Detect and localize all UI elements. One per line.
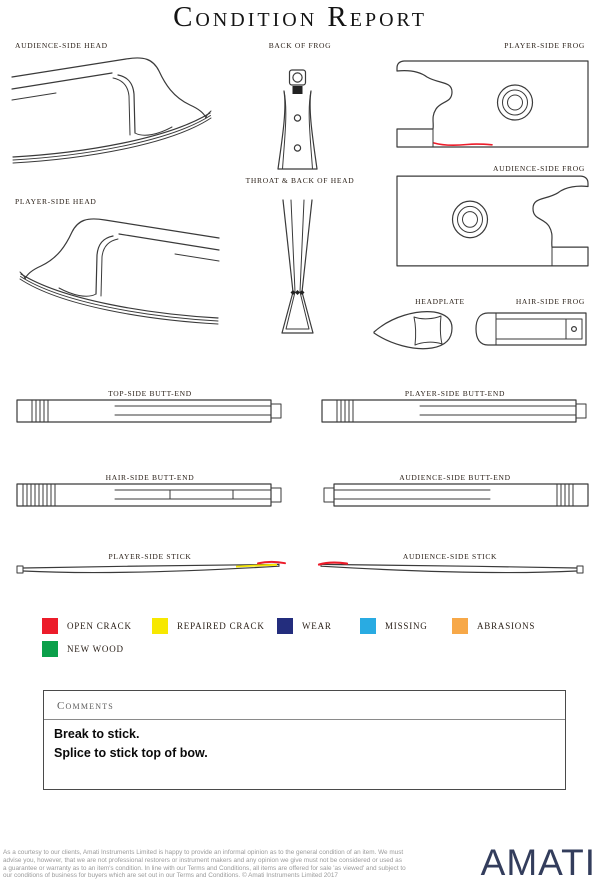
- legend-item-wear: [277, 617, 332, 634]
- open-crack-mark-frog: [434, 143, 492, 145]
- legend-item-repaired-crack: [152, 617, 265, 634]
- label-audience-side-frog: AUDIENCE-SIDE FROG: [493, 164, 585, 173]
- headplate-diagram: [372, 306, 457, 356]
- legend-swatch-missing: [360, 618, 376, 634]
- label-top-side-butt-end: TOP-SIDE BUTT-END: [108, 389, 192, 398]
- label-player-side-butt-end: PLAYER-SIDE BUTT-END: [404, 389, 506, 398]
- audience-side-butt-end-diagram: [320, 482, 590, 508]
- legend-item-abrasions: [452, 617, 535, 634]
- footer-line: advise you, however, that we are not professional restorers or instrument makers and any opinion we give must not be considered or used as: [3, 856, 402, 864]
- label-throat-back-of-head: THROAT & BACK OF HEAD: [245, 176, 355, 185]
- player-side-stick-diagram: [15, 558, 285, 580]
- player-side-frog-diagram: [395, 59, 590, 149]
- label-audience-side-head: AUDIENCE-SIDE HEAD: [15, 41, 108, 50]
- amati-logo: AMATI: [480, 842, 596, 880]
- hair-side-butt-end-diagram: [15, 482, 285, 508]
- audience-side-frog-diagram: [395, 174, 590, 268]
- legend-item-missing: [360, 617, 428, 634]
- legend-item-open-crack: [42, 617, 132, 634]
- comments-header: Comments: [44, 691, 565, 720]
- legend-item-new-wood: [42, 640, 124, 657]
- legend-swatch-wear: [277, 618, 293, 634]
- legend-label-wear: WEAR: [302, 620, 332, 631]
- legend-swatch-repaired-crack: [152, 618, 168, 634]
- top-side-butt-end-diagram: [15, 398, 285, 424]
- comment-line: Splice to stick top of bow.: [54, 746, 208, 760]
- open-crack-mark-player-stick: [258, 562, 285, 563]
- footer-line: a guarantee or warranty as to an item's condition. In line with our Terms and Conditions, all items are offered for sale 'as viewed' and subject to: [3, 864, 406, 872]
- back-of-frog-diagram: [275, 66, 320, 174]
- label-headplate: HEADPLATE: [415, 297, 465, 306]
- legend-swatch-abrasions: [452, 618, 468, 634]
- audience-side-head-diagram: [8, 50, 223, 175]
- label-player-side-head: PLAYER-SIDE HEAD: [15, 197, 97, 206]
- legend-swatch-new-wood: [42, 641, 58, 657]
- label-hair-side-butt-end: HAIR-SIDE BUTT-END: [105, 473, 195, 482]
- legend-label-open-crack: OPEN CRACK: [67, 620, 132, 631]
- label-hair-side-frog: HAIR-SIDE FROG: [515, 297, 585, 306]
- legend-label-new-wood: NEW WOOD: [67, 643, 124, 654]
- label-player-side-stick: PLAYER-SIDE STICK: [108, 552, 192, 561]
- comment-line: Break to stick.: [54, 727, 140, 741]
- hair-side-frog-diagram: [474, 311, 589, 347]
- footer-disclaimer: [3, 849, 443, 880]
- comments-box: [43, 690, 566, 790]
- label-audience-side-butt-end: AUDIENCE-SIDE BUTT-END: [399, 473, 511, 482]
- legend-swatch-open-crack: [42, 618, 58, 634]
- throat-back-of-head-diagram: [270, 192, 325, 337]
- legend-label-repaired-crack: REPAIRED CRACK: [177, 620, 265, 631]
- player-side-butt-end-diagram: [320, 398, 590, 424]
- audience-side-stick-diagram: [315, 558, 585, 580]
- comments-body: [44, 720, 565, 768]
- legend-label-missing: MISSING: [385, 620, 428, 631]
- legend-label-abrasions: ABRASIONS: [477, 620, 536, 631]
- label-player-side-frog: PLAYER-SIDE FROG: [504, 41, 585, 50]
- label-audience-side-stick: AUDIENCE-SIDE STICK: [402, 552, 498, 561]
- page-title: Condition Report: [173, 1, 427, 33]
- player-side-head-diagram: [8, 211, 223, 336]
- label-back-of-frog: BACK OF FROG: [268, 41, 332, 50]
- footer-line: As a courtesy to our clients, Amati Instruments Limited is happy to provide an informal opinion as to the general condition of an item. We must: [3, 849, 404, 856]
- footer-line: our conditions of business for buyers which are set out in our Terms and Conditions. © Amati Instruments Limited 2017: [3, 872, 338, 880]
